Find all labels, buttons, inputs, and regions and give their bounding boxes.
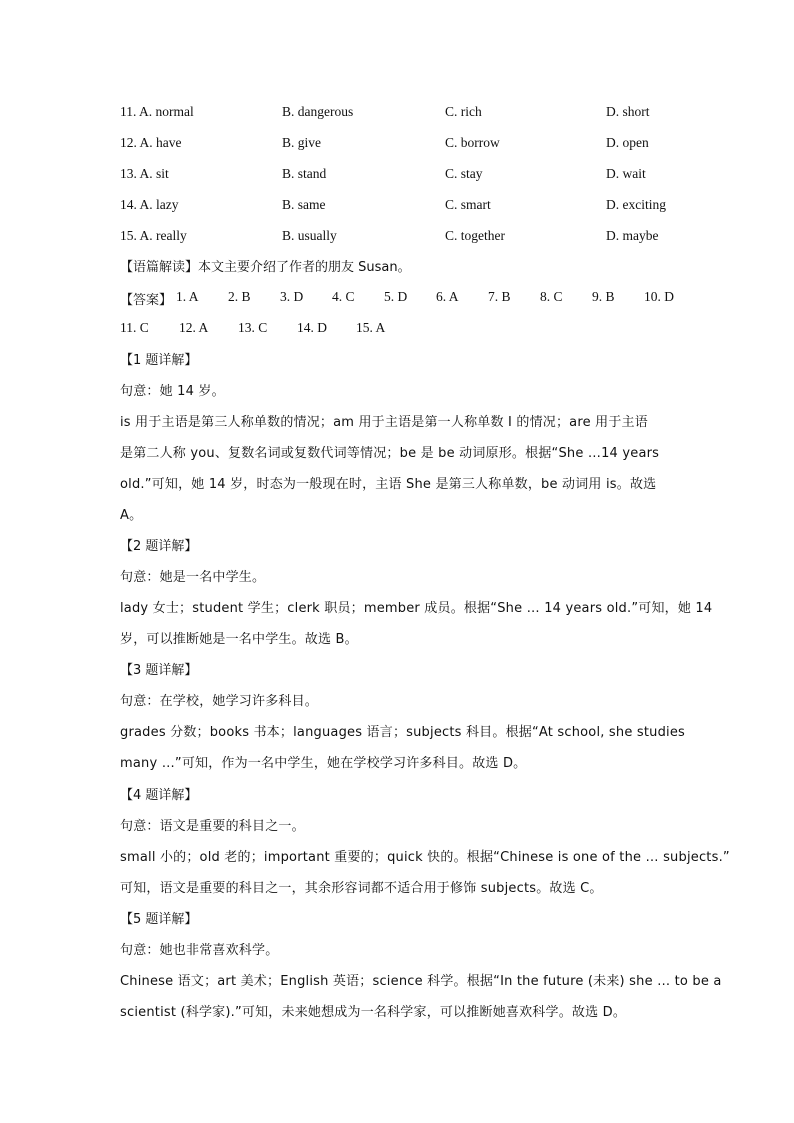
detail-1-line: is 用于主语是第三人称单数的情况；am 用于主语是第一人称单数 I 的情况；are 用于主语 [120,415,648,430]
option-row-11 [120,104,680,124]
option-d: D. maybe [606,228,659,243]
option-d: D. open [606,135,649,150]
answer-item: 7. B [488,289,511,304]
detail-4-line: small 小的；old 老的；important 重要的；quick 快的。根据“Chinese is one of the … subjects.” [120,850,730,865]
option-row-14 [120,197,680,217]
option-b: B. same [282,197,326,212]
answer-item: 6. A [436,289,459,304]
detail-1-line: 句意：她 14 岁。 [120,384,225,399]
answer-item: 1. A [176,289,199,304]
option-d: D. wait [606,166,646,181]
answer-item: 13. C [238,320,268,335]
answer-item: 15. A [356,320,386,335]
detail-5-line: scientist (科学家).”可知，未来她想成为一名科学家，可以推断她喜欢科学。故选 D。 [120,1005,627,1020]
option-a: 11. A. normal [120,104,194,119]
answer-item: 12. A [179,320,209,335]
detail-2-line: 句意：她是一名中学生。 [120,570,266,585]
detail-2-line: lady 女士；student 学生；clerk 职员；member 成员。根据“She … 14 years old.”可知，她 14 [120,601,713,616]
answer-item: 9. B [592,289,615,304]
option-c: C. rich [445,104,482,119]
detail-1-line: A。 [120,508,143,523]
passage-intro: 【语篇解读】本文主要介绍了作者的朋友 Susan。 [120,260,411,275]
detail-5-title: 【5 题详解】 [120,912,198,927]
option-row-13 [120,166,680,186]
answer-item: 5. D [384,289,408,304]
answer-item: 14. D [297,320,327,335]
option-b: B. dangerous [282,104,354,119]
answer-item: 3. D [280,289,304,304]
answer-row-2 [120,320,680,340]
detail-2-title: 【2 题详解】 [120,539,198,554]
option-b: B. give [282,135,321,150]
detail-5-line: 句意：她也非常喜欢科学。 [120,943,279,958]
answer-label: 【答案】 [120,293,173,308]
detail-2-line: 岁，可以推断她是一名中学生。故选 B。 [120,632,358,647]
detail-3-line: grades 分数；books 书本；languages 语言；subjects 科目。根据“At school, she studies [120,725,686,740]
detail-5-line: Chinese 语文；art 美术；English 英语；science 科学。根据“In the future (未来) she … to be a [120,974,722,989]
option-d: D. exciting [606,197,666,212]
option-a: 12. A. have [120,135,182,150]
option-c: C. smart [445,197,491,212]
detail-3-line: 句意：在学校，她学习许多科目。 [120,694,319,709]
answer-item: 4. C [332,289,355,304]
answer-item: 2. B [228,289,251,304]
answer-item: 11. C [120,320,149,335]
detail-1-title: 【1 题详解】 [120,353,198,368]
detail-3-line: many …”可知，作为一名中学生，她在学校学习许多科目。故选 D。 [120,756,527,771]
detail-3-title: 【3 题详解】 [120,663,198,678]
detail-1-line: 是第二人称 you、复数名词或复数代词等情况；be 是 be 动词原形。根据“She …14 years [120,446,660,461]
option-row-12 [120,135,680,155]
option-a: 15. A. really [120,228,187,243]
answer-row-1 [120,289,680,309]
answer-item: 8. C [540,289,563,304]
detail-1-line: old.”可知，她 14 岁，时态为一般现在时，主语 She 是第三人称单数，be 动词用 is。故选 [120,477,657,492]
option-d: D. short [606,104,650,119]
detail-4-title: 【4 题详解】 [120,788,198,803]
detail-4-line: 可知，语文是重要的科目之一，其余形容词都不适合用于修饰 subjects。故选 C。 [120,881,603,896]
option-b: B. stand [282,166,327,181]
option-a: 14. A. lazy [120,197,179,212]
option-c: C. stay [445,166,483,181]
detail-4-line: 句意：语文是重要的科目之一。 [120,819,305,834]
option-c: C. together [445,228,505,243]
option-c: C. borrow [445,135,500,150]
answer-item: 10. D [644,289,674,304]
option-b: B. usually [282,228,337,243]
option-row-15 [120,228,680,248]
option-a: 13. A. sit [120,166,169,181]
